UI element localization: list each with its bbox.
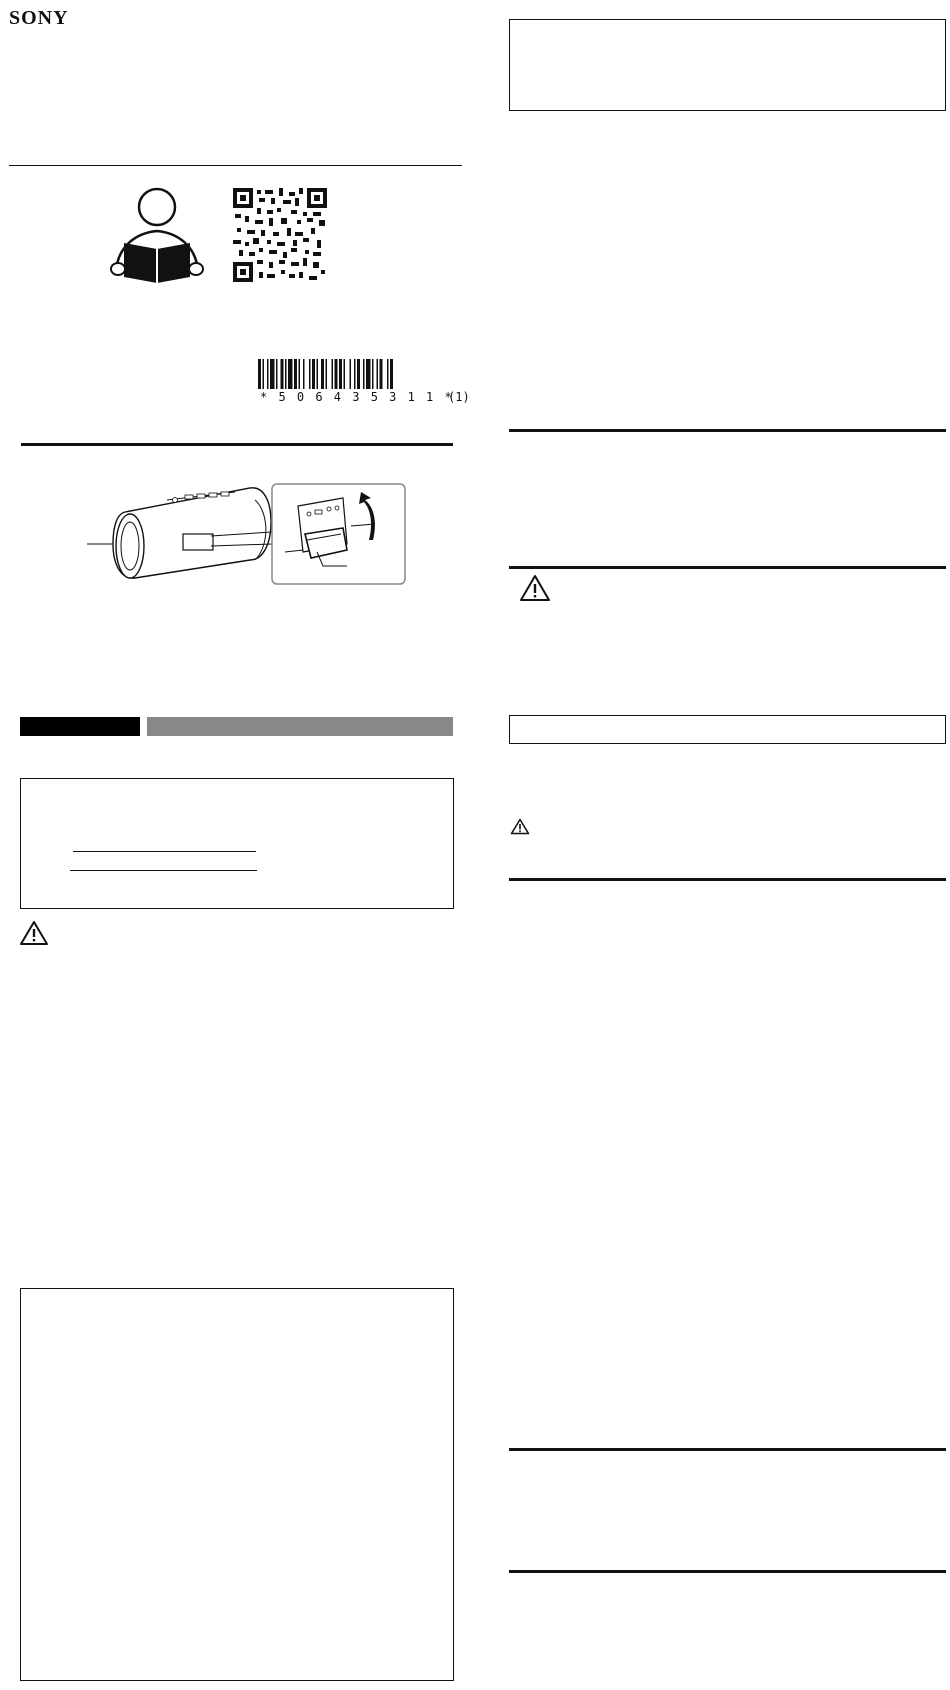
barcode-bar	[390, 359, 393, 389]
barcode-bar	[335, 359, 338, 389]
notice-box-top	[509, 19, 946, 111]
barcode-bar	[332, 359, 334, 389]
barcode-bar	[321, 359, 324, 389]
section-header-band-black	[20, 717, 140, 736]
barcode-bar	[294, 359, 297, 389]
barcode-bar	[377, 359, 379, 389]
record-box	[20, 778, 454, 909]
barcode-bar	[387, 359, 389, 389]
barcode-bar	[354, 359, 356, 389]
section-divider	[509, 1448, 946, 1451]
section-divider	[509, 1570, 946, 1573]
revision-number: (1)	[448, 390, 470, 404]
barcode-bar	[270, 359, 275, 389]
barcode-bar	[267, 359, 269, 389]
barcode-bar	[285, 359, 287, 389]
barcode-bar	[309, 359, 311, 389]
barcode-bar	[372, 359, 374, 389]
section-divider	[21, 443, 453, 446]
serial-number-line	[70, 870, 257, 871]
barcode-bar	[380, 359, 383, 389]
section-header-band-gray	[147, 717, 453, 736]
warning-triangle-icon	[19, 920, 49, 946]
brand-logo: SONY	[9, 7, 69, 29]
barcode-bar	[339, 359, 342, 389]
notice-box-large	[20, 1288, 454, 1681]
qr-code-icon	[233, 188, 327, 282]
barcode-bar	[344, 359, 346, 389]
section-divider	[509, 878, 946, 881]
barcode-bar	[303, 359, 305, 389]
barcode-bar	[299, 359, 301, 389]
barcode-bar	[276, 359, 278, 389]
barcode-bar	[258, 359, 261, 389]
barcode-bar	[363, 359, 365, 389]
barcode-bar	[263, 359, 265, 389]
barcode-bar	[281, 359, 284, 389]
barcode-bar	[350, 359, 352, 389]
barcode-bar	[326, 359, 328, 389]
barcode-bar	[312, 359, 315, 389]
person-reading-manual-icon	[110, 187, 210, 285]
barcode-bar	[288, 359, 293, 389]
header-divider	[9, 165, 462, 166]
notice-box-small	[509, 715, 946, 744]
section-divider	[509, 566, 946, 569]
speaker-illustration	[85, 480, 407, 590]
warning-triangle-icon	[519, 574, 551, 602]
barcode-bar	[317, 359, 319, 389]
barcode-bar	[357, 359, 360, 389]
barcode-bar	[366, 359, 371, 389]
barcode-number: * 5 0 6 4 3 5 3 1 1 *	[260, 390, 452, 404]
section-divider	[509, 429, 946, 432]
barcode	[258, 359, 442, 391]
model-number-line	[73, 851, 256, 852]
warning-triangle-icon	[510, 818, 530, 835]
